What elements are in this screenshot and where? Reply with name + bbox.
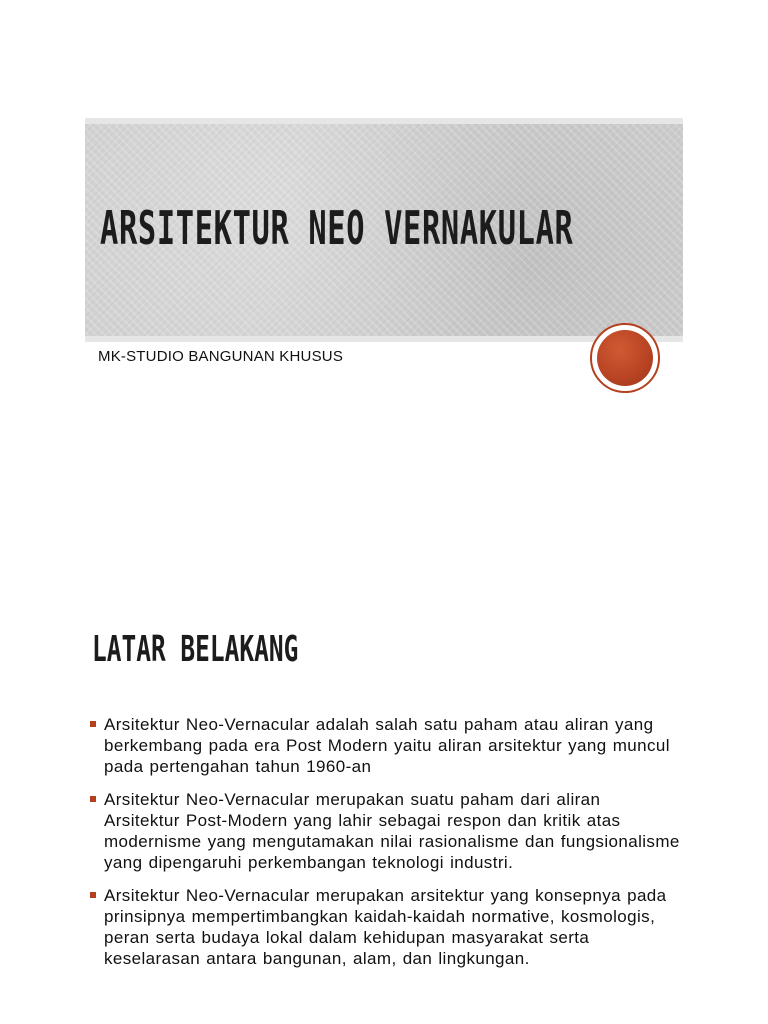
bullet-item [90,714,680,777]
square-bullet-icon [90,721,96,727]
square-bullet-icon [90,796,96,802]
decorative-circle-fill [597,330,653,386]
bullet-list [90,714,680,981]
presentation-subtitle: MK-STUDIO BANGUNAN KHUSUS [98,348,344,365]
presentation-title: ARSITEKTUR NEO VERNAKULAR [100,201,574,255]
bullet-text: Arsitektur Neo-Vernacular merupakan arsitektur yang konsepnya pada prinsipnya mempertimbangkan kaidah-kaidah normative, kosmologis, peran serta budaya lokal dalam kehidupan masyarakat serta keselarasan antara bangunan, alam, dan lingkungan. [104,886,667,968]
title-band-top-stripe [85,118,683,124]
square-bullet-icon [90,892,96,898]
bullet-item [90,885,680,969]
content-slide [0,576,768,1024]
bullet-text: Arsitektur Neo-Vernacular adalah salah satu paham atau aliran yang berkembang pada era Post Modern yaitu aliran arsitektur yang muncul pada pertengahan tahun 1960-an [104,715,670,776]
section-heading: LATAR BELAKANG [92,629,299,670]
decorative-circle-icon [590,323,660,393]
bullet-text: Arsitektur Neo-Vernacular merupakan suatu paham dari aliran Arsitektur Post-Modern yang lahir sebagai respon dan kritik atas modernisme yang mengutamakan nilai rasionalisme dan fungsionalisme yang dipengaruhi perkembangan teknologi industri. [104,790,680,872]
bullet-item [90,789,680,873]
